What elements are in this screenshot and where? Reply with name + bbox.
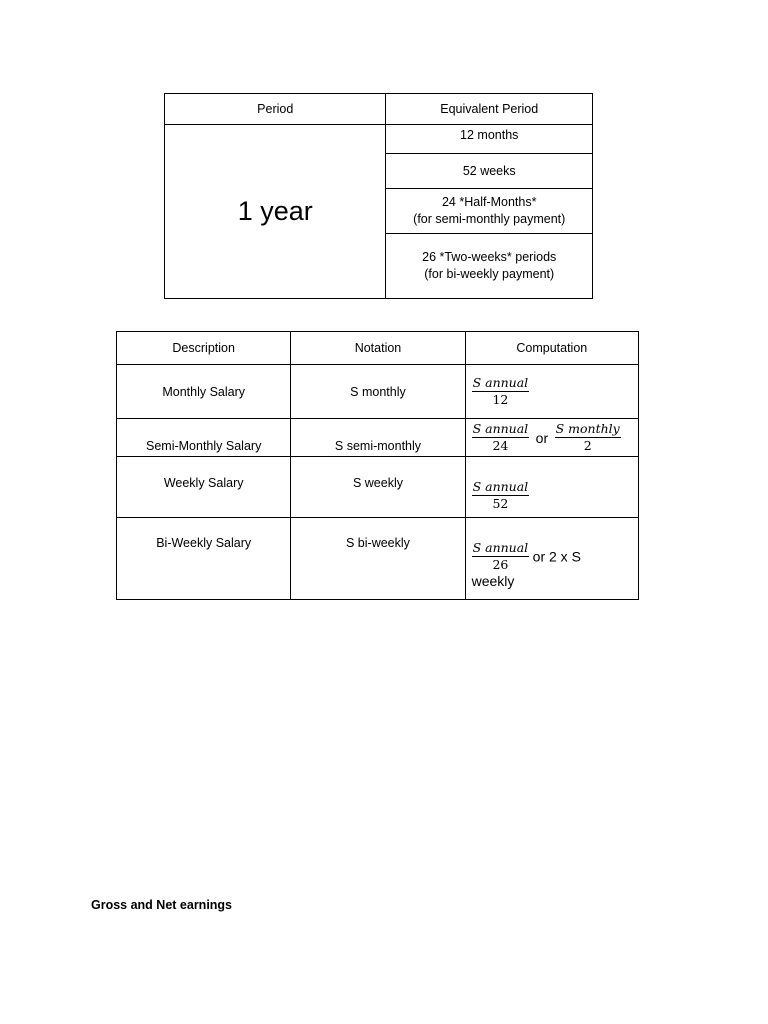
fraction-denominator: 12 [492,392,509,407]
computation-header: Computation [465,332,638,365]
salary-row [117,518,639,600]
salary-row [117,419,639,457]
period-value: 1 year [165,125,386,299]
row-notation: S semi-monthly [291,419,465,457]
equivalent-months [386,125,593,154]
fraction-denominator: 24 [492,438,509,453]
or-2x-text: or 2 x S [532,548,581,565]
weekly-text: weekly [471,573,515,589]
section-heading: Gross and Net earnings [91,898,233,912]
salary-row [117,365,639,419]
row-notation: S weekly [291,457,465,518]
equivalent-period-header: Equivalent Period [386,94,593,125]
row-description: Bi-Weekly Salary [117,518,291,600]
fraction-numerator: S annual [472,375,529,390]
equivalent-weeks [386,154,593,189]
equivalent-two-weeks [386,234,593,299]
period-header-row [165,94,593,125]
fraction-numerator: S annual [472,478,529,494]
salary-table [116,331,639,600]
row-description: Semi-Monthly Salary [117,419,291,457]
fraction [555,421,621,454]
or-text: or [535,429,549,446]
row-computation [465,365,638,419]
row-computation [465,457,638,518]
salary-header-row [117,332,639,365]
row-computation [465,419,638,457]
salary-row [117,457,639,518]
fraction-numerator: S annual [472,421,529,436]
equivalent-weeks-text: 52 weeks [462,163,516,178]
row-description: Weekly Salary [117,457,291,518]
row-notation: S bi-weekly [291,518,465,600]
half-months-line2: (for semi-monthly payment) [413,212,566,226]
period-table [164,93,593,299]
row-description: Monthly Salary [117,365,291,419]
period-row [165,125,593,154]
two-weeks-line1: 26 *Two-weeks* periods [422,250,557,264]
fraction-numerator: S monthly [555,421,620,436]
two-weeks-line2: (for bi-weekly payment) [424,267,555,281]
period-header: Period [165,94,386,125]
equivalent-half-months [386,189,593,234]
equivalent-months-text: 12 months [460,128,519,142]
row-computation [465,518,638,600]
fraction [472,479,530,512]
fraction-denominator: 52 [492,495,509,511]
notation-header: Notation [291,332,465,365]
fraction [472,540,530,573]
fraction-numerator: S annual [472,540,529,555]
half-months-line1: 24 *Half-Months* [441,195,537,209]
row-notation: S monthly [291,365,465,419]
description-header: Description [117,332,291,365]
fraction-denominator: 26 [492,557,509,572]
fraction [472,421,530,454]
fraction [472,375,530,408]
fraction-denominator: 2 [583,438,592,453]
